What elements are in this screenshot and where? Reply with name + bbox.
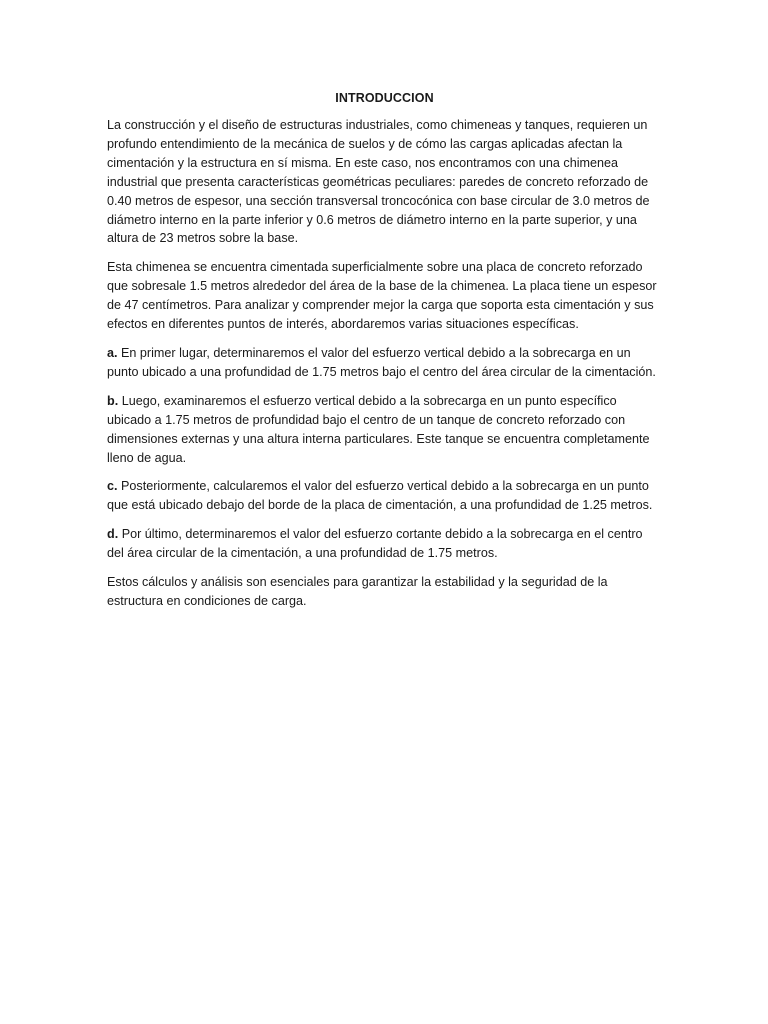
- document-page: [107, 91, 662, 621]
- paragraph-item-d: [107, 525, 662, 563]
- paragraph-item-c: [107, 477, 662, 515]
- paragraph-text: Luego, examinaremos el esfuerzo vertical debido a la sobrecarga en un punto específico ubicado a 1.75 metros de profundidad bajo el centro de un tanque de concreto reforzado con dimensiones externas y una altura interna particulares. Este tanque se encuentra completamente lleno de agua.: [107, 393, 650, 465]
- item-marker: d.: [107, 527, 119, 542]
- paragraph-text: Estos cálculos y análisis son esenciales para garantizar la estabilidad y la seguridad de la estructura en condiciones de carga.: [107, 575, 608, 608]
- paragraph-item-a: [107, 344, 662, 382]
- paragraph-conclusion: [107, 573, 662, 611]
- paragraph-text: Esta chimenea se encuentra cimentada superficialmente sobre una placa de concreto reforzado que sobresale 1.5 metros alrededor del área de la base de la chimenea. La placa tiene un espesor de 47 centímetros. Para analizar y comprender mejor la carga que soporta esta cimentación y sus efectos en diferentes puntos de interés, abordaremos varias situaciones específicas.: [107, 260, 657, 332]
- paragraph-text: Por último, determinaremos el valor del esfuerzo cortante debido a la sobrecarga en el centro del área circular de la cimentación, a una profundidad de 1.75 metros.: [107, 527, 643, 561]
- paragraph-item-b: [107, 392, 662, 468]
- item-marker: b.: [107, 393, 119, 408]
- paragraph-chimney-foundation: [107, 258, 662, 334]
- paragraph-intro: [107, 116, 662, 248]
- paragraph-text: La construcción y el diseño de estructuras industriales, como chimeneas y tanques, requieren un profundo entendimiento de la mecánica de suelos y de cómo las cargas aplicadas afectan la cimentación y la estructura en sí misma. En este caso, nos encontramos con una chimenea industrial que presenta características geométricas peculiares: paredes de concreto reforzado de 0.40 metros de espesor, una sección transversal troncocónica con base circular de 3.0 metros de diámetro interno en la parte inferior y 0.6 metros de diámetro interno en la parte superior, y una altura de 23 metros sobre la base.: [107, 118, 650, 246]
- item-marker: a.: [107, 345, 118, 360]
- document-title: INTRODUCCION: [335, 91, 434, 105]
- paragraph-text: Posteriormente, calcularemos el valor del esfuerzo vertical debido a la sobrecarga en un punto que está ubicado debajo del borde de la placa de cimentación, a una profundidad de 1.25 metros.: [107, 479, 653, 513]
- item-marker: c.: [107, 479, 118, 494]
- paragraph-text: En primer lugar, determinaremos el valor del esfuerzo vertical debido a la sobrecarga en un punto ubicado a una profundidad de 1.75 metros bajo el centro del área circular de la cimentación.: [107, 345, 656, 379]
